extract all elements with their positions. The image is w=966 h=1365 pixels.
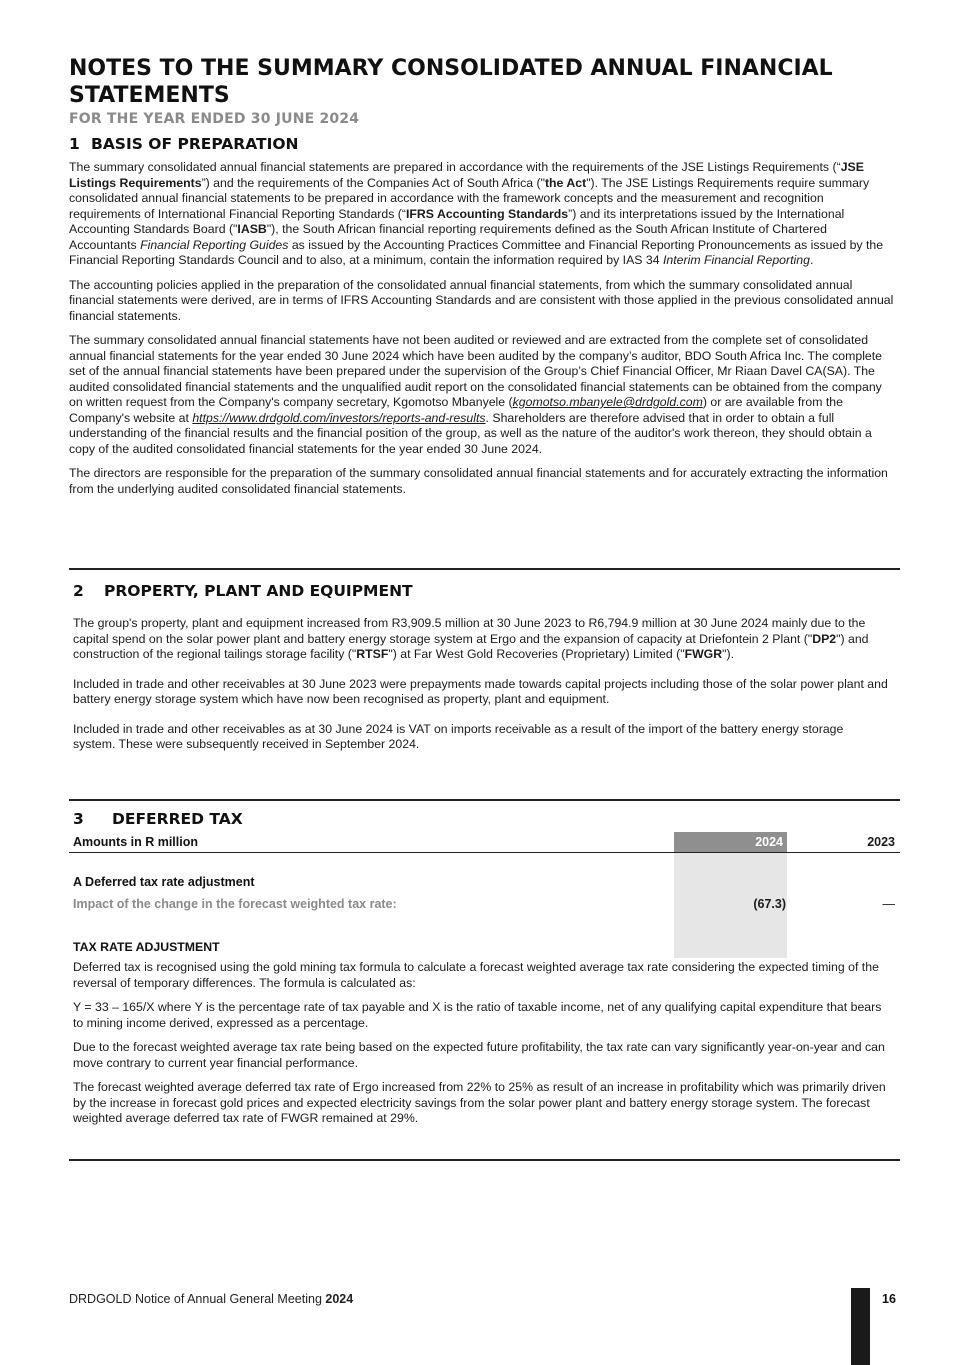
section-3-number: 3: [73, 810, 84, 828]
table-row-label: Impact of the change in the forecast weighted tax rate:: [73, 897, 397, 911]
section-1-paragraph-2: The accounting policies applied in the preparation of the consolidated annual financial statements, from which the summary consolidated annual financial statements were derived, are in terms of IFRS Accounting Standards and are consistent with those applied in the previous consolidated annual financial statements.: [69, 277, 894, 323]
table-row-value-2024: (67.3): [753, 897, 786, 911]
section-2-title: PROPERTY, PLANT AND EQUIPMENT: [104, 582, 413, 600]
tax-rate-adjustment-heading: TAX RATE ADJUSTMENT: [73, 940, 220, 954]
section-2-body: [73, 616, 888, 767]
section-2-number: 2: [73, 582, 84, 600]
section-2-paragraph-2: Included in trade and other receivables at 30 June 2023 were prepayments made towards capital projects including those of the solar power plant and battery energy storage system which have now been recognised as property, plant and equipment.: [73, 676, 888, 706]
page-number: 16: [882, 1292, 896, 1306]
section-2-paragraph-3: Included in trade and other receivables as at 30 June 2024 is VAT on imports receivable as a result of the import of the battery energy storage system. These were subsequently received in September 2024.: [73, 721, 844, 751]
footer-bar: [851, 1288, 870, 1365]
table-label-header: Amounts in R million: [73, 835, 198, 849]
company-secretary-email-link[interactable]: kgomotso.mbanyele@drdgold.com: [512, 395, 703, 409]
section-1-heading: [69, 135, 299, 153]
company-website-link[interactable]: https://www.drdgold.com/investors/reports-and-results: [192, 410, 486, 425]
section-3-heading: [73, 810, 243, 828]
table-header-rule: [69, 852, 900, 853]
page-title: NOTES TO THE SUMMARY CONSOLIDATED ANNUAL FINANCIAL STATEMENTS: [69, 56, 833, 108]
section-1-title: BASIS OF PREPARATION: [91, 135, 299, 153]
section-divider: [69, 799, 900, 801]
section-3-paragraph-3: Due to the forecast weighted average tax rate being based on the expected future profitability, the tax rate can vary significantly year-on-year and can move contrary to current year financial performance.: [73, 1040, 885, 1070]
table-row-value-2023: —: [882, 897, 895, 911]
page-subtitle: FOR THE YEAR ENDED 30 JUNE 2024: [69, 111, 360, 127]
section-1-number: 1: [69, 135, 80, 153]
section-1-paragraph-3: The summary consolidated annual financial statements have not been audited or reviewed and are extracted from the complete set of consolidated annual financial statements for the year ended 30 June 2024 which have been audited by the company’s auditor, BDO South Africa Inc. The complete set of the annual financial statements have been prepared under the supervision of the Group’s Chief Financial Officer, Mr Riaan Davel CA(SA). The audited consolidated financial statements and the unqualified audit report on the consolidated financial statements can be obtained from the company on written request from the Company's company secretary, Kgomotso Mbanyele (kgomotso.mbanyele@drdgold.com) or are available from the Company's website at https://www.drdgold.com/investors/reports-and-results. Shareholders are therefore advised that in order to obtain a full understanding of the financial results and the financial position of the group, as well as the nature of the auditor's work thereon, they should obtain a copy of the audited consolidated financial statements for the year ended 30 June 2024.: [69, 333, 883, 456]
section-3-paragraph-1: Deferred tax is recognised using the gold mining tax formula to calculate a forecast weighted average tax rate considering the expected timing of the reversal of temporary differences. The formula is calculated as:: [73, 960, 879, 990]
section-3-paragraph-2: Y = 33 – 165/X where Y is the percentage rate of tax payable and X is the ratio of taxable income, net of any qualifying capital expenditure that bears to mining income derived, expressed as a percentage.: [73, 1000, 882, 1030]
table-column-2023: 2023: [867, 835, 895, 849]
section-divider: [69, 568, 900, 570]
section-1-paragraph-4: The directors are responsible for the preparation of the summary consolidated annual financial statements and for accurately extracting the information from the underlying audited consolidated financial statements.: [69, 466, 888, 496]
footer-document-name: DRDGOLD Notice of Annual General Meeting 2024: [69, 1292, 354, 1306]
section-2-heading: [73, 582, 413, 600]
section-2-paragraph-1: The group's property, plant and equipment increased from R3,909.5 million at 30 June 2023 to R6,794.9 million at 30 June 2024 mainly due to the capital spend on the solar power plant and battery energy storage system at Ergo and the expansion of capacity at Driefontein 2 Plant ("DP2") and construction of the regional tailings storage facility ("RTSF") at Far West Gold Recoveries (Proprietary) Limited ("FWGR").: [73, 616, 869, 661]
table-subheading: A Deferred tax rate adjustment: [73, 875, 255, 889]
section-3-paragraph-4: The forecast weighted average deferred tax rate of Ergo increased from 22% to 25% as result of an increase in profitability which was primarily driven by the increase in forecast gold prices and expected electricity savings from the solar power plant and battery energy storage system. The forecast weighted average deferred tax rate of FWGR remained at 29%.: [73, 1080, 886, 1125]
section-3-title: DEFERRED TAX: [112, 810, 243, 828]
section-1-paragraph-1: The summary consolidated annual financial statements are prepared in accordance with the requirements of the JSE Listings Requirements (“JSE Listings Requirements”) and the requirements of the Companies Act of South Africa ("the Act"). The JSE Listings Requirements require summary consolidated annual financial statements to be prepared in accordance with the framework concepts and the measurement and recognition requirements of International Financial Reporting Standards (“IFRS Accounting Standards”) and its interpretations issued by the International Accounting Standards Board ("IASB"), the South African financial reporting requirements defined as the South African Institute of Chartered Accountants Financial Reporting Guides as issued by the Accounting Practices Committee and Financial Reporting Pronouncements as issued by the Financial Reporting Standards Council and to also, at a minimum, contain the information required by IAS 34 Interim Financial Reporting.: [69, 160, 884, 267]
section-divider: [69, 1159, 900, 1161]
section-3-body: [73, 960, 895, 1136]
section-1-body: [69, 160, 895, 506]
table-column-2024: 2024: [755, 835, 783, 849]
